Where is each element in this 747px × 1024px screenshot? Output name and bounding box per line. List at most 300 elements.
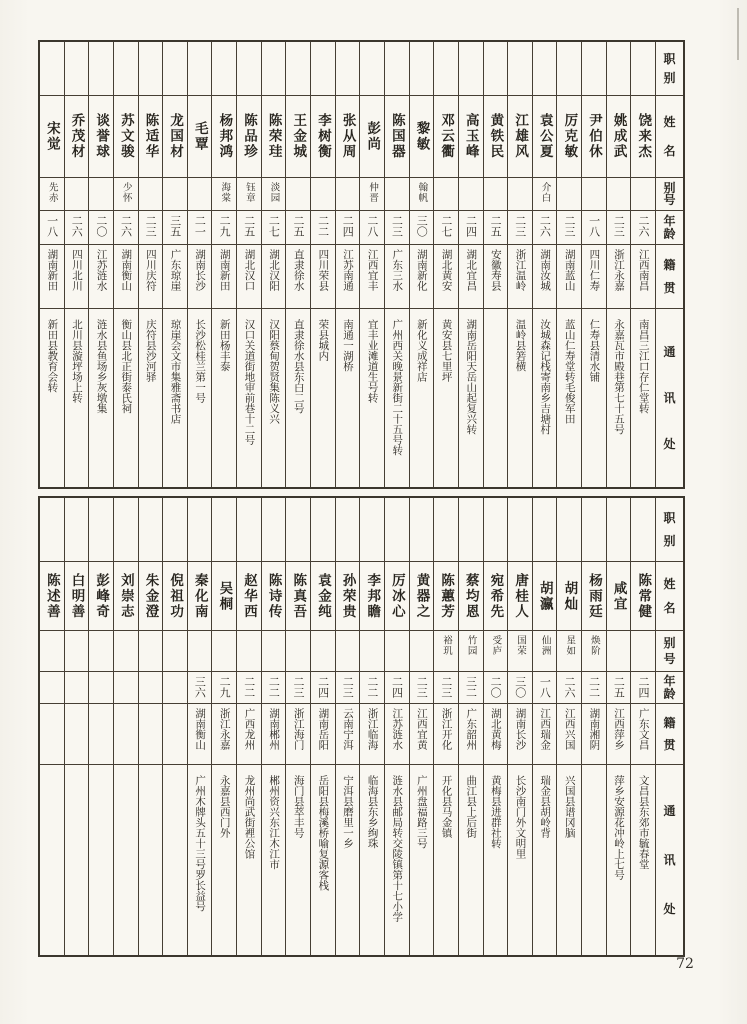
row-label-char: 号 <box>663 193 676 208</box>
person-origin-text: 江西兴国 <box>563 708 576 750</box>
person-origin <box>557 704 581 765</box>
person-address-text: 荣县城内 <box>317 319 330 361</box>
person-age <box>631 211 655 245</box>
person-column-0-21 <box>113 42 138 487</box>
person-column-0-23 <box>64 42 89 487</box>
row-label-char: 籍 <box>663 258 676 272</box>
person-name-text: 李树衡 <box>314 113 331 160</box>
row-label-char: 通 <box>663 345 676 359</box>
person-age-text: 二二 <box>267 676 281 698</box>
person-column-1-23 <box>64 498 89 955</box>
person-column-0-19 <box>162 42 187 487</box>
person-alias <box>163 631 187 672</box>
person-address-text: 蓝山仁寿堂转毛俊军田 <box>563 319 576 424</box>
person-origin-text: 湖南蓝山 <box>563 249 576 291</box>
row-label-char: 通 <box>663 804 676 818</box>
person-age <box>212 672 236 704</box>
person-age <box>188 672 212 704</box>
person-age-text: 三五 <box>168 215 182 237</box>
person-alias <box>336 178 360 211</box>
row-label-occupation <box>656 498 683 562</box>
person-age <box>484 211 508 245</box>
person-age <box>163 211 187 245</box>
person-occupation <box>188 498 212 562</box>
person-address-text: 涟水县邮局转交陵镇第十七小学 <box>391 775 404 922</box>
person-alias-text: 仙洲 <box>539 635 551 656</box>
person-origin-text: 湖南汝城 <box>539 249 552 291</box>
person-alias <box>607 178 631 211</box>
person-address-text: 汉口关道街地审前巷十二号 <box>243 319 256 445</box>
person-occupation <box>410 42 434 96</box>
person-origin-text: 湖南郴州 <box>268 708 281 750</box>
person-alias <box>212 178 236 211</box>
person-alias-text: 钰章 <box>243 182 255 203</box>
person-alias <box>65 631 89 672</box>
person-name <box>533 562 557 631</box>
person-age-text: 二八 <box>365 215 379 237</box>
person-age <box>607 211 631 245</box>
directory-table-upper <box>38 40 685 489</box>
person-address <box>607 309 631 487</box>
person-age <box>336 672 360 704</box>
person-name-text: 江雄风 <box>512 113 529 160</box>
person-origin <box>508 704 532 765</box>
person-column-1-8 <box>433 498 458 955</box>
person-age <box>286 211 310 245</box>
person-alias <box>262 178 286 211</box>
person-occupation <box>336 498 360 562</box>
person-alias <box>65 178 89 211</box>
person-origin-text: 湖北黄梅 <box>489 708 502 750</box>
person-occupation <box>385 42 409 96</box>
person-column-1-1 <box>606 498 631 955</box>
person-alias <box>360 178 384 211</box>
person-name-text: 唐桂人 <box>512 572 529 620</box>
person-address <box>410 309 434 487</box>
person-address-text: 广州盘福路三号 <box>415 775 428 849</box>
person-occupation <box>89 42 113 96</box>
person-origin <box>139 704 163 765</box>
person-occupation <box>533 42 557 96</box>
person-name-text: 陈常健 <box>635 572 652 620</box>
person-name-text: 李邦瞻 <box>364 572 381 620</box>
person-alias <box>311 631 335 672</box>
person-age <box>508 672 532 704</box>
person-occupation <box>40 498 64 562</box>
person-address <box>188 309 212 487</box>
person-name <box>557 562 581 631</box>
person-alias <box>237 631 261 672</box>
row-label-char: 籍 <box>663 716 676 730</box>
person-alias <box>631 631 655 672</box>
person-name <box>360 562 384 631</box>
person-origin <box>582 704 606 765</box>
person-origin-text: 江西宜丰 <box>366 249 379 291</box>
person-name <box>607 562 631 631</box>
person-address-text: 龙州尚武街裡公馆 <box>243 775 256 859</box>
person-address-text: 宜丰业滩道生号转 <box>366 319 379 403</box>
person-alias <box>410 631 434 672</box>
person-column-0-3 <box>556 42 581 487</box>
person-origin <box>434 704 458 765</box>
person-origin <box>212 245 236 309</box>
person-origin <box>336 704 360 765</box>
person-origin <box>631 245 655 309</box>
directory-table-lower <box>38 496 685 957</box>
person-occupation <box>508 42 532 96</box>
person-age <box>360 672 384 704</box>
person-address <box>139 765 163 955</box>
row-label-char: 龄 <box>663 227 676 241</box>
person-age <box>114 672 138 704</box>
person-name <box>410 562 434 631</box>
row-label-origin <box>656 704 683 765</box>
person-address-text: 海门县萃丰号 <box>292 775 305 838</box>
person-column-0-22 <box>88 42 113 487</box>
person-address <box>631 309 655 487</box>
person-address <box>385 765 409 955</box>
person-address <box>89 765 113 955</box>
person-address-text: 南昌三江口存仁堂转 <box>637 319 650 414</box>
person-age-text: 三〇 <box>415 215 429 237</box>
person-occupation <box>40 42 64 96</box>
person-address <box>484 309 508 487</box>
person-alias <box>459 178 483 211</box>
person-occupation <box>65 42 89 96</box>
person-origin <box>336 245 360 309</box>
person-occupation <box>336 42 360 96</box>
person-origin <box>188 704 212 765</box>
person-address <box>311 765 335 955</box>
person-column-1-13 <box>310 498 335 955</box>
person-occupation <box>582 42 606 96</box>
person-alias-text: 星如 <box>564 635 576 656</box>
person-name <box>336 96 360 178</box>
person-age <box>434 211 458 245</box>
person-address-text: 临海县东乡绚珠 <box>366 775 379 849</box>
person-age-text: 二三 <box>612 215 626 237</box>
person-name-text: 陈述善 <box>43 572 60 620</box>
person-name-text: 陈国器 <box>388 113 405 160</box>
person-age-text: 二五 <box>489 215 503 237</box>
person-age-text: 一八 <box>538 676 552 698</box>
person-origin-text: 江西南昌 <box>637 249 650 291</box>
person-address-text: 萍乡安源花冲岭上七号 <box>613 775 626 880</box>
row-label-char: 年 <box>663 214 676 228</box>
person-age-text: 二二 <box>316 215 330 237</box>
person-age <box>237 672 261 704</box>
person-origin-text: 湖南衡山 <box>120 249 133 291</box>
person-name-text: 赵华西 <box>241 572 258 620</box>
person-name-text: 刘崇志 <box>117 572 134 620</box>
person-address-text: 文昌县东郊市毓春堂 <box>637 775 650 870</box>
person-alias <box>262 631 286 672</box>
person-alias-text: 仲晋 <box>367 182 379 203</box>
person-origin-text: 江西宜黄 <box>415 708 428 750</box>
person-name <box>89 562 113 631</box>
person-origin <box>631 704 655 765</box>
person-age-text: 二四 <box>464 215 478 237</box>
person-address-text: 汝城森记栈寄南乡吉塘村 <box>539 319 552 435</box>
person-age-text: 二三 <box>341 676 355 698</box>
row-label-address <box>656 309 683 487</box>
person-column-1-2 <box>581 498 606 955</box>
person-name <box>286 562 310 631</box>
person-alias <box>459 631 483 672</box>
person-origin <box>262 245 286 309</box>
person-address <box>212 309 236 487</box>
person-occupation <box>360 42 384 96</box>
person-address-text: 岳阳县梅溪桥喻复源客栈 <box>317 775 330 891</box>
person-age <box>114 211 138 245</box>
person-name <box>163 96 187 178</box>
person-origin <box>533 704 557 765</box>
person-alias <box>212 631 236 672</box>
person-alias-text: 介白 <box>539 182 551 203</box>
person-origin <box>360 704 384 765</box>
person-column-1-19 <box>162 498 187 955</box>
person-alias <box>508 631 532 672</box>
row-label-char: 别 <box>663 534 676 548</box>
person-origin-text: 湖南新田 <box>46 249 59 291</box>
person-address-text: 长沙南门外文明里 <box>514 775 527 859</box>
row-label-occupation <box>656 42 683 96</box>
person-address <box>459 309 483 487</box>
person-origin <box>89 245 113 309</box>
person-name-text: 彭峰奇 <box>93 572 110 620</box>
row-label-char: 贯 <box>663 738 676 752</box>
person-name <box>607 96 631 178</box>
person-origin <box>607 245 631 309</box>
person-origin <box>410 704 434 765</box>
person-name <box>484 96 508 178</box>
person-age <box>286 672 310 704</box>
person-column-0-7 <box>458 42 483 487</box>
person-address <box>582 765 606 955</box>
person-origin-text: 湖南湘阴 <box>588 708 601 750</box>
person-column-1-24 <box>40 498 64 955</box>
person-age-text: 二六 <box>636 215 650 237</box>
person-address-text: 开化县马金镇 <box>440 775 453 838</box>
person-name-text: 姚成武 <box>610 113 627 160</box>
person-address <box>114 309 138 487</box>
person-name-text: 杨邦鸿 <box>216 113 233 160</box>
person-origin <box>237 245 261 309</box>
person-alias <box>557 178 581 211</box>
person-column-0-18 <box>187 42 212 487</box>
person-name-text: 邓云衢 <box>438 113 455 160</box>
person-alias <box>508 178 532 211</box>
person-origin <box>360 245 384 309</box>
person-occupation <box>631 42 655 96</box>
person-origin-text: 四川仁寿 <box>588 249 601 291</box>
person-age <box>262 672 286 704</box>
person-occupation <box>434 498 458 562</box>
person-origin <box>385 704 409 765</box>
person-occupation <box>89 498 113 562</box>
person-name-text: 高玉峰 <box>462 113 479 160</box>
person-origin <box>459 704 483 765</box>
person-origin <box>557 245 581 309</box>
person-name-text: 孙荣贵 <box>339 572 356 620</box>
person-alias-text: 焕阶 <box>588 635 600 656</box>
person-name-text: 蔡均恩 <box>462 572 479 620</box>
person-age-text: 二二 <box>242 676 256 698</box>
person-age-text: 二二 <box>587 676 601 698</box>
person-occupation <box>212 498 236 562</box>
person-age <box>40 672 64 704</box>
person-origin-text: 广东三水 <box>391 249 404 291</box>
person-name-text: 黄铁民 <box>487 113 504 160</box>
person-age-text: 二四 <box>316 676 330 698</box>
person-alias-text: 淡园 <box>268 182 280 203</box>
person-name <box>40 96 64 178</box>
person-address <box>557 309 581 487</box>
row-label-char: 号 <box>663 651 676 666</box>
person-origin-text: 广东韶州 <box>465 708 478 750</box>
person-origin-text: 湖北汉阳 <box>268 249 281 291</box>
person-age-text: 一八 <box>587 215 601 237</box>
person-alias <box>582 631 606 672</box>
person-occupation <box>114 498 138 562</box>
person-column-1-4 <box>532 498 557 955</box>
person-name <box>237 562 261 631</box>
person-address <box>336 309 360 487</box>
person-occupation <box>188 42 212 96</box>
person-column-1-14 <box>285 498 310 955</box>
row-label-char: 处 <box>663 437 676 451</box>
person-address <box>40 765 64 955</box>
person-origin <box>114 245 138 309</box>
person-address-text: 广州木牌头五十三号罗长益号 <box>194 775 207 912</box>
row-label-name <box>656 96 683 178</box>
person-age-text: 二三 <box>513 215 527 237</box>
person-address <box>163 765 187 955</box>
person-address <box>434 765 458 955</box>
row-label-char: 别 <box>663 71 676 86</box>
person-age-text: 二五 <box>291 215 305 237</box>
person-origin-text: 广东文昌 <box>637 708 650 750</box>
person-age-text: 二七 <box>267 215 281 237</box>
person-column-0-4 <box>532 42 557 487</box>
person-age <box>385 211 409 245</box>
person-age <box>582 211 606 245</box>
person-alias <box>163 178 187 211</box>
person-age-text: 二四 <box>636 676 650 698</box>
person-column-1-21 <box>113 498 138 955</box>
person-address <box>89 309 113 487</box>
person-origin <box>65 704 89 765</box>
person-origin <box>163 704 187 765</box>
person-name <box>40 562 64 631</box>
person-address <box>286 765 310 955</box>
person-origin-text: 浙江开化 <box>440 708 453 750</box>
person-name <box>311 562 335 631</box>
person-origin-text: 广西龙州 <box>243 708 256 750</box>
person-origin-text: 江苏涟水 <box>95 249 108 291</box>
person-age-text: 二三 <box>144 215 158 237</box>
person-occupation <box>607 498 631 562</box>
person-age-text: 二五 <box>242 215 256 237</box>
person-name-text: 厉冰心 <box>388 572 405 620</box>
person-name-text: 厉克敏 <box>561 113 578 160</box>
person-occupation <box>286 498 310 562</box>
person-origin-text: 安徽寿县 <box>489 249 502 291</box>
person-address-text: 新田县教育会转 <box>46 319 59 393</box>
person-name <box>65 562 89 631</box>
person-occupation <box>237 42 261 96</box>
person-occupation <box>311 42 335 96</box>
row-label-char: 别 <box>663 636 676 651</box>
row-label-alias <box>656 631 683 672</box>
person-age-text: 二四 <box>390 676 404 698</box>
person-name-text: 毛覃 <box>191 121 208 152</box>
person-column-1-10 <box>384 498 409 955</box>
person-occupation <box>163 42 187 96</box>
person-origin-text: 浙江永嘉 <box>613 249 626 291</box>
person-column-0-24 <box>40 42 64 487</box>
person-origin-text: 江苏涟水 <box>391 708 404 750</box>
person-age <box>65 672 89 704</box>
person-name <box>336 562 360 631</box>
person-occupation <box>459 498 483 562</box>
person-name-text: 宛希先 <box>487 572 504 620</box>
person-column-1-15 <box>261 498 286 955</box>
person-column-0-2 <box>581 42 606 487</box>
person-occupation <box>410 498 434 562</box>
person-name <box>212 562 236 631</box>
person-address <box>237 309 261 487</box>
person-address-text: 汉阳蔡甸贺贤集陈义兴 <box>268 319 281 424</box>
person-alias <box>631 178 655 211</box>
person-column-1-0 <box>630 498 655 955</box>
person-origin <box>311 245 335 309</box>
person-alias <box>557 631 581 672</box>
person-origin <box>533 245 557 309</box>
row-label-age <box>656 672 683 704</box>
person-address-text: 兴国县谱冈脑 <box>563 775 576 838</box>
person-origin <box>385 245 409 309</box>
row-label-char: 年 <box>663 674 676 689</box>
person-age <box>212 211 236 245</box>
person-address <box>582 309 606 487</box>
person-address <box>557 765 581 955</box>
person-column-1-16 <box>236 498 261 955</box>
person-occupation <box>631 498 655 562</box>
person-alias <box>286 178 310 211</box>
person-name <box>89 96 113 178</box>
person-column-1-17 <box>211 498 236 955</box>
person-occupation <box>557 42 581 96</box>
person-name <box>212 96 236 178</box>
person-name-text: 张从周 <box>339 113 356 160</box>
person-age-text: 二七 <box>439 215 453 237</box>
person-address <box>360 765 384 955</box>
person-alias <box>434 631 458 672</box>
person-origin <box>286 704 310 765</box>
person-age-text: 二九 <box>218 676 232 698</box>
person-column-1-20 <box>138 498 163 955</box>
row-label-alias <box>656 178 683 211</box>
person-origin <box>89 704 113 765</box>
person-name <box>262 96 286 178</box>
person-address <box>163 309 187 487</box>
person-name-text: 咸宜 <box>610 580 627 612</box>
person-column-0-16 <box>236 42 261 487</box>
row-label-origin <box>656 245 683 309</box>
person-name-text: 陈蕙芳 <box>438 572 455 620</box>
person-origin <box>163 245 187 309</box>
